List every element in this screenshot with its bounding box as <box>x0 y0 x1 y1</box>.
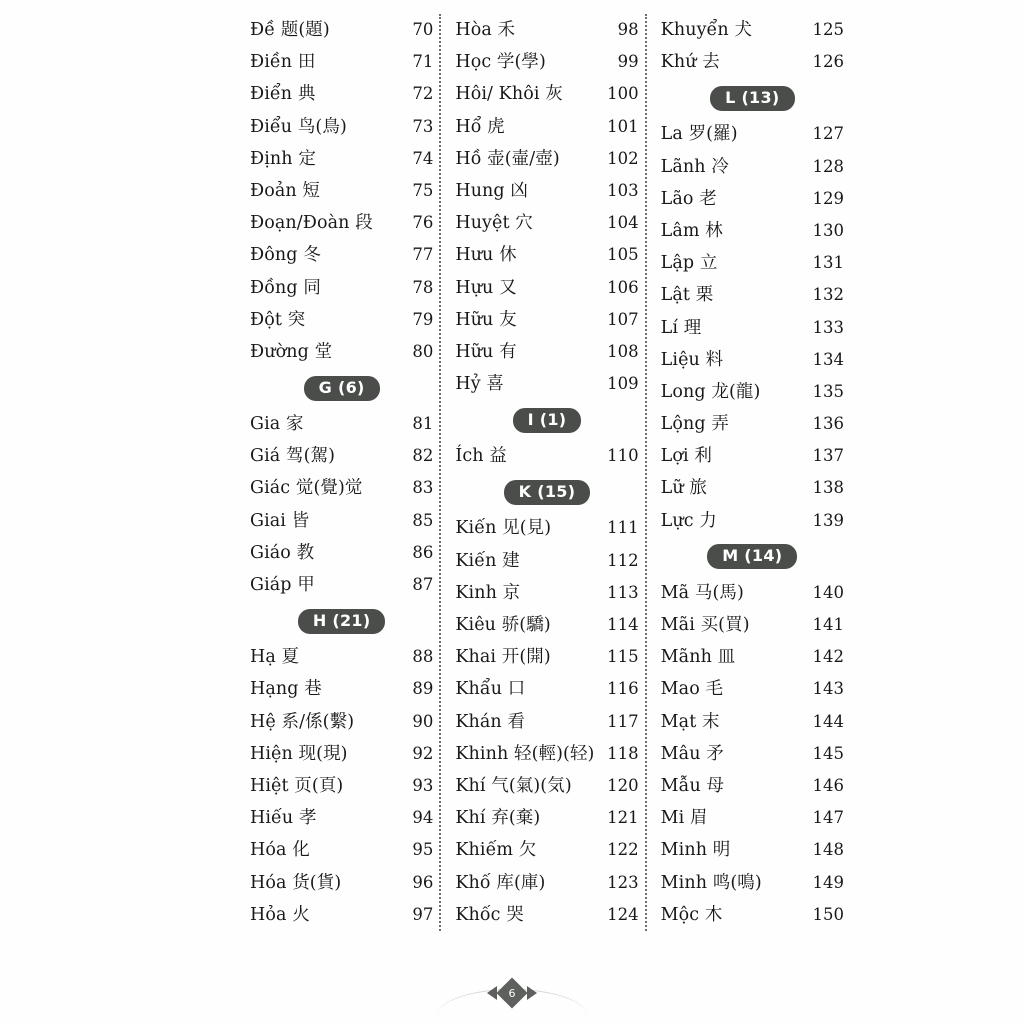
index-entry <box>455 834 638 866</box>
index-entry <box>661 183 844 215</box>
entry-term: Hạ 夏 <box>250 647 300 668</box>
entry-term: Khẩu 口 <box>455 679 526 700</box>
entry-page-number: 139 <box>812 510 844 530</box>
entry-term: Minh 明 <box>660 840 731 861</box>
index-entry <box>661 376 844 408</box>
index-entry <box>455 738 638 770</box>
entry-term: Kiến 见(見) <box>455 518 552 539</box>
index-entry <box>661 215 844 247</box>
entry-term: Điền 田 <box>250 52 316 73</box>
entry-page-number: 140 <box>812 582 844 602</box>
index-entry <box>455 368 638 400</box>
entry-page-number: 101 <box>607 116 639 136</box>
entry-term: Kiêu 骄(驕) <box>455 615 551 635</box>
entry-page-number: 141 <box>812 615 844 634</box>
index-entry <box>455 304 638 336</box>
index-entry <box>250 78 433 110</box>
entry-page-number: 105 <box>607 245 639 265</box>
entry-term: Đường 堂 <box>250 341 333 362</box>
index-entry <box>250 272 433 304</box>
index-entry <box>661 151 844 183</box>
entry-page-number: 124 <box>607 904 639 924</box>
entry-term: Hôi/ Khôi 灰 <box>455 84 563 105</box>
index-entry <box>250 472 433 504</box>
entry-term: Hỏa 火 <box>250 904 310 925</box>
index-entry <box>250 569 433 601</box>
index-entry <box>250 14 433 46</box>
entry-term: Hổ 虎 <box>455 116 505 137</box>
entry-page-number: 78 <box>412 277 434 297</box>
index-entry <box>661 738 844 770</box>
section-badge: G (6) <box>304 376 380 401</box>
index-entry <box>250 738 433 770</box>
entry-page-number: 144 <box>812 711 844 731</box>
entry-term: Khinh 轻(輕)(轻) <box>455 743 595 764</box>
entry-page-number: 87 <box>412 575 434 594</box>
index-entry <box>455 609 638 641</box>
index-entry <box>661 408 844 440</box>
entry-page-number: 148 <box>812 840 844 860</box>
entry-term: Khứ 去 <box>660 52 720 73</box>
entry-term: Hữu 有 <box>455 341 517 362</box>
page-number-badge <box>496 977 527 1008</box>
entry-page-number: 122 <box>607 840 639 860</box>
section-badge: I (1) <box>513 408 582 433</box>
index-entry <box>455 272 638 304</box>
index-entry <box>455 78 638 110</box>
entry-term: Đoạn/Đoàn 段 <box>250 213 373 234</box>
entry-term: Mẫu 母 <box>660 775 725 796</box>
entry-term: Định 定 <box>250 148 316 169</box>
entry-term: Ích 益 <box>455 446 507 467</box>
entry-term: Lập 立 <box>660 253 718 274</box>
index-entry <box>250 143 433 175</box>
index-entry <box>250 304 433 336</box>
index-entry <box>661 247 844 279</box>
entry-page-number: 77 <box>412 245 434 265</box>
entry-term: Mãi 买(買) <box>660 615 750 635</box>
entry-page-number: 79 <box>412 309 434 329</box>
entry-term: Khuyển 犬 <box>660 20 753 40</box>
entry-page-number: 86 <box>412 542 434 562</box>
entry-page-number: 137 <box>812 446 844 466</box>
index-entry <box>455 577 638 609</box>
entry-term: Đề 题(題) <box>250 20 330 40</box>
index-entry <box>455 111 638 143</box>
entry-term: Hiện 现(現) <box>250 743 348 764</box>
entry-term: Giáo 教 <box>250 542 315 563</box>
entry-term: Hòa 禾 <box>455 20 516 40</box>
index-entry <box>250 408 433 440</box>
entry-page-number: 126 <box>812 52 844 72</box>
index-entry <box>250 111 433 143</box>
section-badge: K (15) <box>504 480 591 505</box>
index-entry <box>661 344 844 376</box>
index-entry <box>661 14 844 46</box>
entry-page-number: 88 <box>412 647 434 667</box>
entry-page-number: 132 <box>812 285 844 305</box>
entry-term: Hóa 货(貨) <box>250 872 342 893</box>
entry-term: Mạt 末 <box>660 711 720 732</box>
section-badge: L (13) <box>710 86 794 111</box>
entry-page-number: 80 <box>412 341 434 361</box>
entry-page-number: 135 <box>812 381 844 401</box>
entry-term: Lật 栗 <box>660 285 714 306</box>
entry-page-number: 128 <box>812 156 844 176</box>
entry-term: Mãnh 皿 <box>660 647 736 668</box>
entry-page-number: 149 <box>812 872 844 892</box>
entry-page-number: 72 <box>412 84 434 104</box>
index-entry <box>661 673 844 705</box>
entry-term: Mâu 矛 <box>660 743 724 764</box>
entry-page-number: 131 <box>812 253 844 273</box>
index-entry <box>250 46 433 78</box>
index-entry <box>250 440 433 472</box>
entry-page-number: 81 <box>412 414 434 434</box>
index-entry <box>250 207 433 239</box>
index-entry <box>661 505 844 537</box>
entry-page-number: 109 <box>607 374 639 394</box>
entry-page-number: 115 <box>607 647 639 667</box>
entry-page-number: 96 <box>412 872 434 892</box>
index-entry <box>661 706 844 738</box>
entry-term: Gia 家 <box>250 414 304 435</box>
index-entry <box>250 505 433 537</box>
entry-term: Hiệt 页(頁) <box>250 775 344 796</box>
index-entry <box>455 14 638 46</box>
entry-term: Huyệt 穴 <box>455 213 533 234</box>
page-footer <box>0 956 1024 1016</box>
entry-page-number: 116 <box>607 679 639 699</box>
entry-page-number: 106 <box>607 277 639 297</box>
page-number-ornament <box>487 982 537 1004</box>
entry-term: Mi 眉 <box>660 808 708 829</box>
index-entry <box>250 641 433 673</box>
entry-term: Khố 库(庫) <box>455 872 546 893</box>
entry-page-number: 94 <box>412 808 434 828</box>
index-entry <box>661 472 844 504</box>
entry-term: La 罗(羅) <box>660 124 738 145</box>
index-entry <box>250 867 433 899</box>
entry-term: Hệ 系/係(繫) <box>250 711 355 732</box>
index-entry <box>661 46 844 78</box>
entry-term: Mộc 木 <box>660 904 723 925</box>
index-entry <box>455 512 638 544</box>
section-heading <box>661 78 844 118</box>
index-entry <box>455 143 638 175</box>
entry-page-number: 121 <box>607 808 639 828</box>
index-entry <box>455 867 638 899</box>
entry-page-number: 99 <box>617 52 639 72</box>
column-1 <box>250 14 439 931</box>
column-3 <box>645 14 850 931</box>
index-entry <box>250 239 433 271</box>
entry-term: Khí 气(氣)(気) <box>455 775 572 796</box>
entry-page-number: 147 <box>812 808 844 828</box>
index-entry <box>455 641 638 673</box>
entry-page-number: 70 <box>412 20 434 39</box>
entry-term: Giai 皆 <box>250 510 310 531</box>
entry-term: Đồng 同 <box>250 277 321 298</box>
entry-page-number: 73 <box>412 116 434 136</box>
entry-term: Khai 开(開) <box>455 647 551 668</box>
index-entry <box>661 641 844 673</box>
index-entry <box>455 175 638 207</box>
entry-page-number: 76 <box>412 213 434 233</box>
entry-term: Minh 鸣(鳴) <box>660 872 762 893</box>
entry-term: Điểu 鸟(鳥) <box>250 116 347 137</box>
entry-page-number: 145 <box>812 743 844 763</box>
entry-page-number: 127 <box>812 124 844 144</box>
entry-page-number: 118 <box>607 743 639 763</box>
section-heading <box>250 601 433 641</box>
entry-page-number: 89 <box>412 679 434 699</box>
entry-page-number: 82 <box>412 446 434 466</box>
index-entry <box>661 899 844 931</box>
section-badge: M (14) <box>707 544 797 569</box>
index-entry <box>455 46 638 78</box>
index-entry <box>661 802 844 834</box>
entry-page-number: 150 <box>812 904 844 924</box>
entry-term: Hung 凶 <box>455 180 528 201</box>
index-entry <box>455 336 638 368</box>
entry-page-number: 123 <box>607 872 639 892</box>
index-entry <box>661 279 844 311</box>
entry-term: Hữu 友 <box>455 309 517 330</box>
index-entry <box>250 175 433 207</box>
index-entry <box>250 770 433 802</box>
entry-page-number: 104 <box>607 213 639 233</box>
entry-term: Khán 看 <box>455 711 526 732</box>
entry-page-number: 138 <box>812 478 844 498</box>
index-entry <box>250 673 433 705</box>
page-number: 6 <box>508 986 516 1000</box>
entry-term: Hưu 休 <box>455 245 517 266</box>
arrow-right-icon <box>527 986 537 1000</box>
section-heading <box>250 368 433 408</box>
index-entry <box>661 440 844 472</box>
section-heading <box>661 537 844 577</box>
index-entry <box>661 577 844 609</box>
index-entry <box>661 312 844 344</box>
entry-term: Giá 驾(駕) <box>250 446 336 467</box>
entry-term: Mã 马(馬) <box>660 582 744 603</box>
section-heading <box>455 400 638 440</box>
entry-term: Lâm 林 <box>660 220 723 241</box>
entry-page-number: 97 <box>412 904 434 924</box>
entry-page-number: 133 <box>812 317 844 337</box>
index-columns <box>250 14 850 931</box>
entry-page-number: 130 <box>812 220 844 240</box>
entry-term: Hỷ 喜 <box>455 374 504 395</box>
entry-page-number: 102 <box>607 148 639 168</box>
entry-term: Đông 冬 <box>250 245 321 266</box>
entry-page-number: 98 <box>617 20 639 39</box>
entry-page-number: 113 <box>607 582 639 602</box>
index-entry <box>455 673 638 705</box>
entry-page-number: 100 <box>607 84 639 104</box>
entry-page-number: 129 <box>812 188 844 208</box>
entry-page-number: 110 <box>607 446 639 466</box>
entry-term: Lãnh 冷 <box>660 156 729 177</box>
entry-term: Lí 理 <box>660 317 702 338</box>
entry-term: Khiếm 欠 <box>455 840 537 861</box>
entry-term: Hạng 巷 <box>250 679 322 700</box>
index-entry <box>455 207 638 239</box>
index-entry <box>455 899 638 931</box>
entry-page-number: 103 <box>607 180 639 200</box>
entry-term: Liệu 料 <box>660 349 724 370</box>
entry-page-number: 83 <box>412 478 434 498</box>
section-badge: H (21) <box>298 609 386 634</box>
entry-page-number: 92 <box>412 743 434 763</box>
entry-term: Hựu 又 <box>455 277 517 298</box>
index-entry <box>661 834 844 866</box>
entry-term: Mao 毛 <box>660 679 724 700</box>
index-entry <box>661 867 844 899</box>
entry-page-number: 114 <box>607 615 639 634</box>
entry-page-number: 107 <box>607 309 639 329</box>
entry-term: Hóa 化 <box>250 840 310 861</box>
entry-page-number: 146 <box>812 775 844 795</box>
entry-term: Điển 典 <box>250 84 316 105</box>
entry-term: Giáp 甲 <box>250 575 315 595</box>
entry-term: Khí 弃(棄) <box>455 808 541 829</box>
entry-term: Lực 力 <box>660 510 717 531</box>
entry-page-number: 111 <box>607 518 639 538</box>
index-entry <box>250 834 433 866</box>
entry-page-number: 134 <box>812 349 844 369</box>
section-heading <box>455 472 638 512</box>
index-entry <box>455 545 638 577</box>
entry-page-number: 136 <box>812 414 844 434</box>
entry-term: Lộng 弄 <box>660 414 729 435</box>
entry-term: Lữ 旅 <box>660 478 708 499</box>
entry-page-number: 75 <box>412 180 434 200</box>
entry-term: Khốc 哭 <box>455 904 524 925</box>
entry-term: Kinh 京 <box>455 582 521 603</box>
entry-page-number: 142 <box>812 647 844 667</box>
index-entry <box>455 239 638 271</box>
index-entry <box>661 770 844 802</box>
entry-term: Kiến 建 <box>455 550 520 571</box>
entry-page-number: 108 <box>607 341 639 361</box>
entry-term: Lão 老 <box>660 188 717 209</box>
index-entry <box>455 706 638 738</box>
column-2 <box>439 14 644 931</box>
entry-page-number: 112 <box>607 550 639 570</box>
entry-term: Hồ 壶(壷/壺) <box>455 148 560 169</box>
index-entry <box>455 440 638 472</box>
index-entry <box>455 770 638 802</box>
index-entry <box>250 706 433 738</box>
entry-page-number: 143 <box>812 679 844 699</box>
entry-page-number: 95 <box>412 840 434 860</box>
entry-page-number: 71 <box>412 52 434 72</box>
entry-term: Đột 突 <box>250 309 306 330</box>
entry-page-number: 120 <box>607 775 639 795</box>
index-entry <box>250 899 433 931</box>
entry-term: Học 学(學) <box>455 52 546 73</box>
index-entry <box>455 802 638 834</box>
entry-term: Long 龙(龍) <box>660 381 761 402</box>
entry-term: Giác 觉(覺)觉 <box>250 478 363 499</box>
index-entry <box>250 802 433 834</box>
entry-page-number: 117 <box>607 711 639 731</box>
entry-term: Đoản 短 <box>250 180 321 201</box>
entry-page-number: 125 <box>812 20 844 39</box>
entry-page-number: 74 <box>412 148 434 168</box>
index-entry <box>250 336 433 368</box>
entry-page-number: 85 <box>412 510 434 530</box>
entry-term: Lợi 利 <box>660 446 712 467</box>
entry-term: Hiếu 孝 <box>250 808 317 829</box>
entry-page-number: 93 <box>412 775 434 795</box>
index-entry <box>661 609 844 641</box>
entry-page-number: 90 <box>412 711 434 731</box>
index-entry <box>250 537 433 569</box>
index-entry <box>661 118 844 150</box>
